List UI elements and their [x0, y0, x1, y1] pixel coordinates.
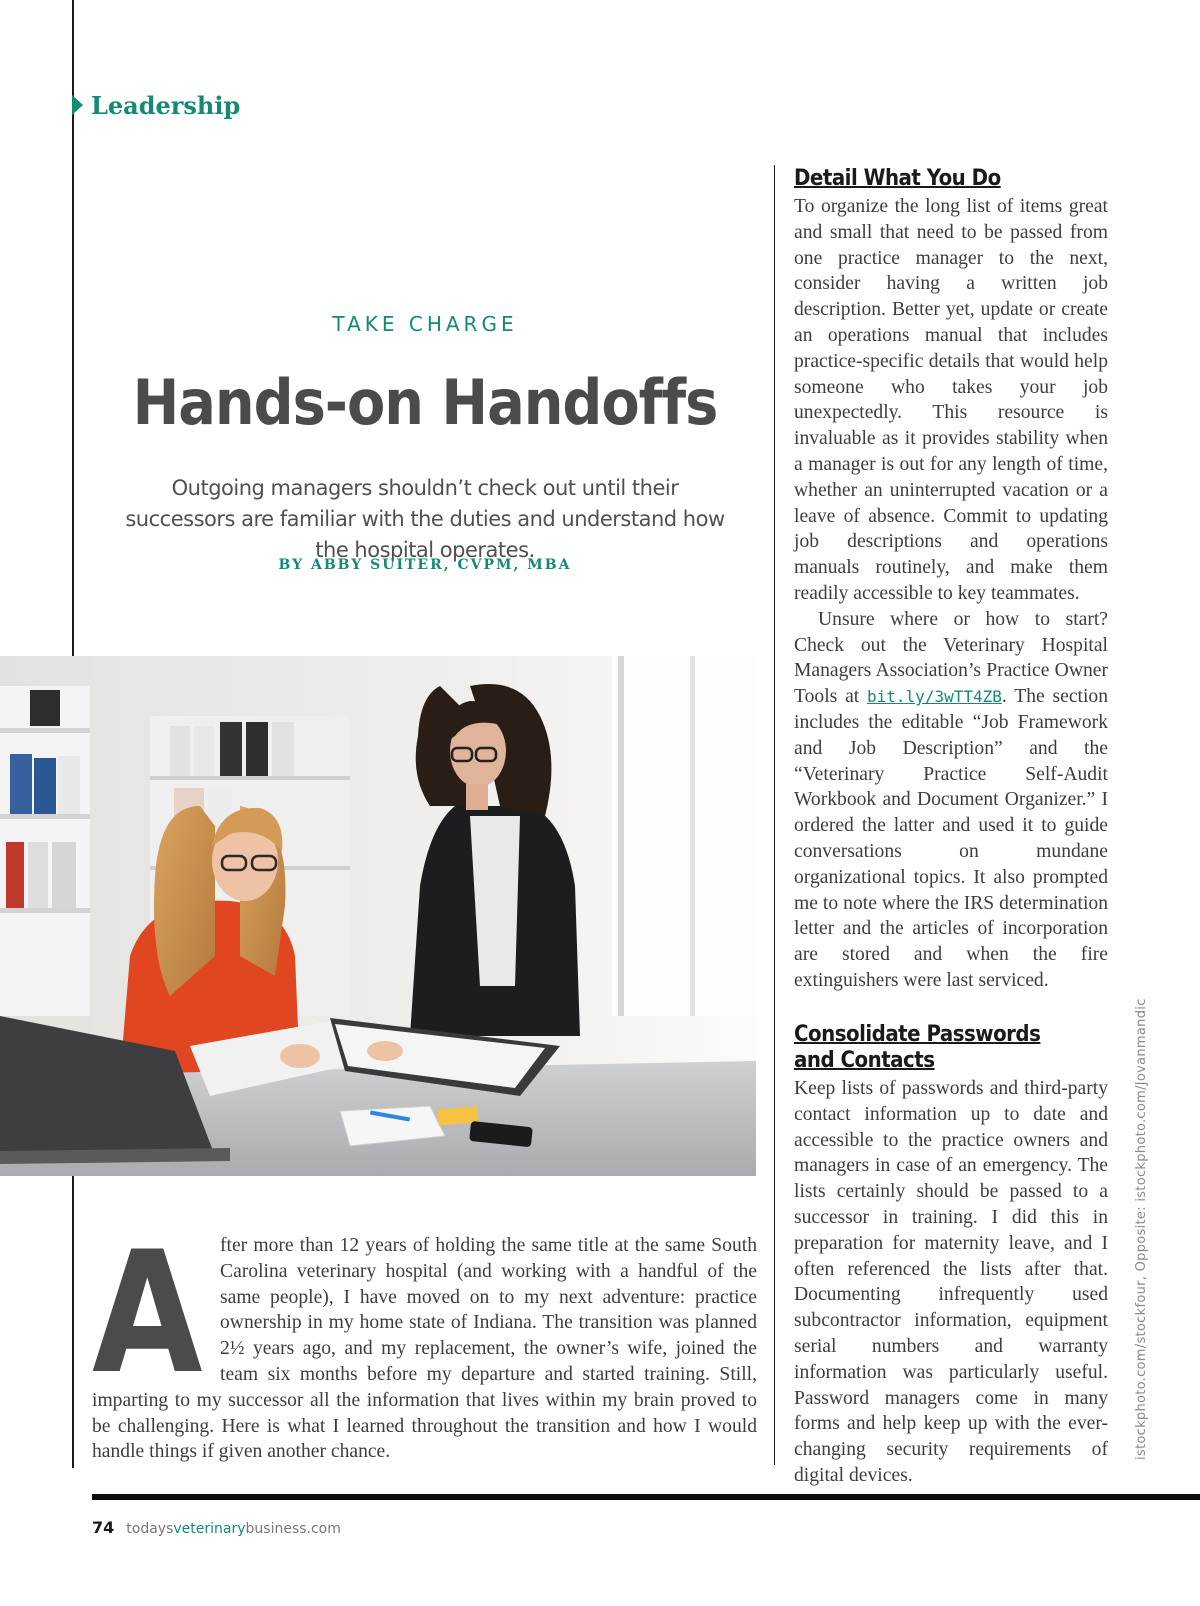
vhma-tools-link[interactable]: bit.ly/3wTT4ZB: [867, 687, 1002, 707]
section-heading-passwords-line2: and Contacts: [794, 1048, 935, 1073]
section-heading-passwords: [794, 1022, 1108, 1074]
detail-paragraph-2-start: Unsure where or how to start? Check out the Veterinary Hospital Managers Association’s Practice Owner Tools at: [794, 608, 1108, 708]
article-intro: [92, 1215, 757, 1465]
detail-paragraph-2: [794, 607, 1108, 994]
drop-cap: A: [92, 1215, 203, 1411]
site-url-mid: veterinary: [173, 1521, 246, 1537]
page-footer: [92, 1518, 341, 1537]
section-heading-detail: Detail What You Do: [794, 166, 1001, 191]
site-url: [126, 1521, 341, 1537]
photo-credit: istockphoto.com/stockfour, Opposite: istockphoto.com/Jovanmandic: [1134, 998, 1149, 1460]
detail-paragraph-1: To organize the long list of items great and small that need to be passed from one practice manager to the next, consider having a written job description. Better yet, update or create an operations manual that includes practice-specific details that would help someone who takes your job unexpectedly. This resource is invaluable as it provides stability when a manager is out for any length of time, whether an uninterrupted vacation or a leave of absence. Commit to updating job descriptions and operations manuals routinely, and make them readily accessible to key teammates.: [794, 196, 1108, 604]
article-byline: BY ABBY SUITER, CVPM, MBA: [278, 557, 572, 573]
column-divider-rule: [774, 165, 775, 1465]
section-heading-passwords-line1: Consolidate Passwords: [794, 1022, 1041, 1047]
section-passwords: [794, 1022, 1108, 1489]
section-name: Leadership: [91, 90, 241, 120]
article-kicker: TAKE CHARGE: [332, 312, 518, 336]
intro-paragraph: fter more than 12 years of holding the same title at the same South Carolina veterinary hospital (and working with a handful of the same people), I have moved on to my next adventure: practice ownership in my home state of Indiana. The transition was planned 2½ years ago, and my replacement, the owner’s wife, joined the team six months before my departure and started training. Still, imparting to my successor all the information that lives within my brain proved to be challenging. Here is what I learned throughout the transition and how I would handle things if given another chance.: [92, 1235, 757, 1463]
section-detail: [794, 166, 1108, 994]
page-number: 74: [92, 1518, 115, 1537]
section-label: [72, 88, 240, 122]
footer-rule: [92, 1494, 1200, 1500]
left-margin-rule-lower: [72, 1176, 74, 1468]
article-headline: Hands-on Handoffs: [132, 366, 718, 439]
article-deck: Outgoing managers shouldn’t check out until their successors are familiar with the duties and understand how the hospital operates.: [125, 476, 725, 562]
passwords-paragraph-1: Keep lists of passwords and third-party contact information up to date and accessible to the practice owners and managers in case of an emergency. The lists certainly should be passed to a successor in training. I did this in preparation for maternity leave, and I often referenced the lists after that. Documenting infrequently used subcontractor information, equipment serial numbers and warranty information was particularly useful. Password managers come in many forms and help keep up with the ever-changing security requirements of digital devices.: [794, 1078, 1108, 1486]
section-triangle-icon: [72, 95, 83, 115]
article-photo: [0, 656, 756, 1176]
site-url-prefix: todays: [126, 1521, 174, 1537]
detail-paragraph-2-end: . The section includes the editable “Job Framework and Job Description” and the “Veterinary Practice Self-Audit Workbook and Document Organizer.” I ordered the latter and used it to guide conversations on mundane organizational topics. It also prompted me to note where the IRS determination letter and the articles of incorporation are stored and when the fire extinguishers were last serviced.: [794, 686, 1108, 991]
site-url-suffix: business.com: [245, 1521, 341, 1537]
